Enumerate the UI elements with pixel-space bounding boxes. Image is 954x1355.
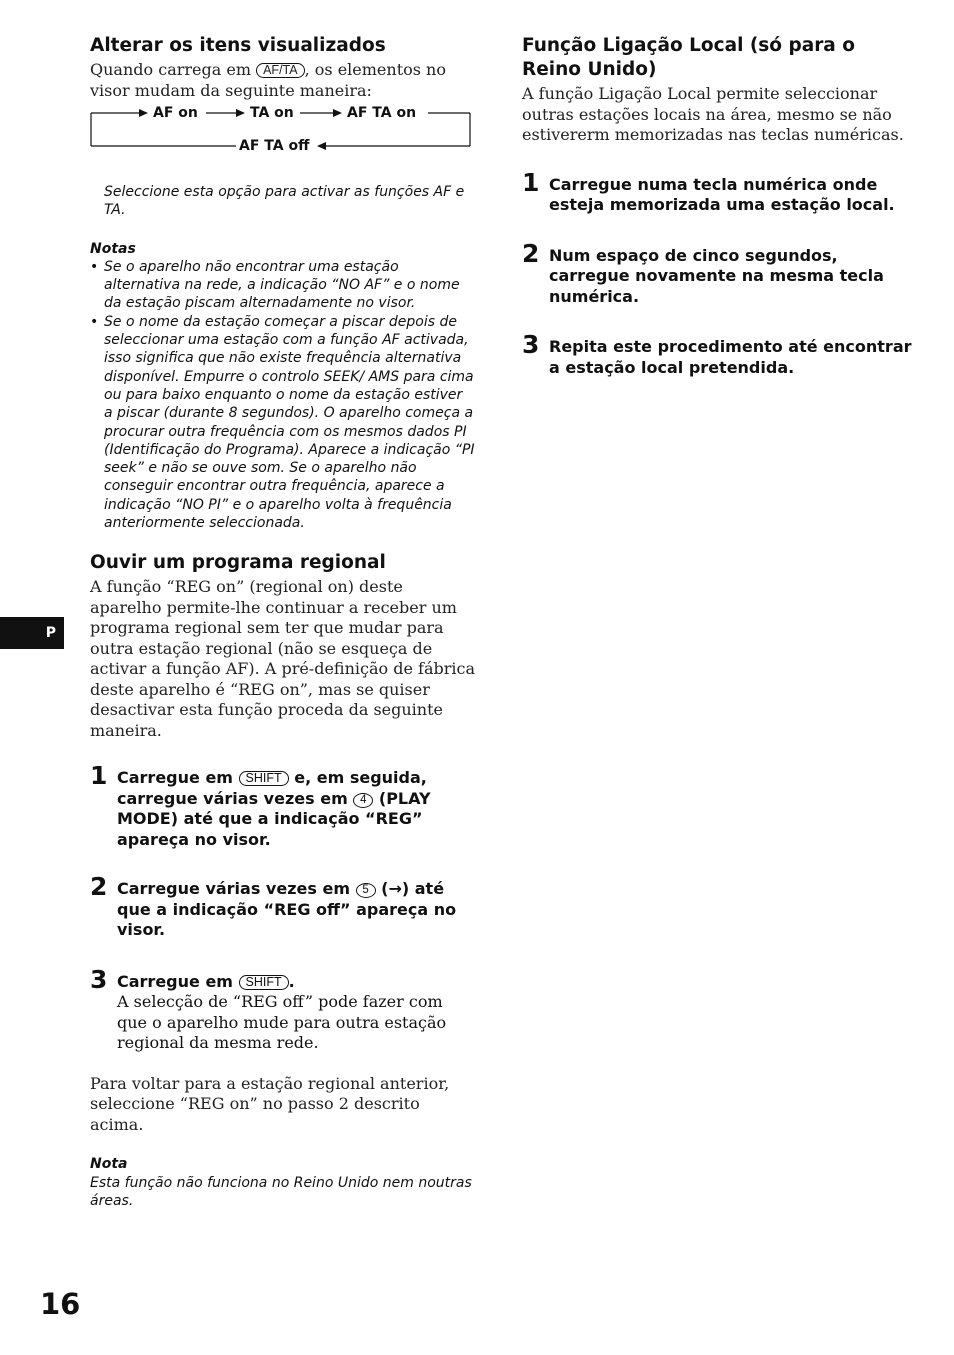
af-ta-cycle-diagram: [90, 105, 472, 155]
step-number: 2: [90, 872, 108, 902]
local-link-step-3: [522, 330, 912, 378]
step-instruction: [117, 972, 475, 993]
step-text-part: .: [288, 971, 295, 991]
arrow-to-af-ta-on: [333, 109, 342, 117]
diagram-ta-on: TA on: [247, 105, 297, 121]
step-text-part: e, em seguida, carregue várias vezes em: [117, 768, 427, 808]
regional-step-1: [90, 761, 475, 850]
arrow-to-af-ta-off: [317, 142, 326, 150]
regional-step-2: [90, 872, 475, 941]
regional-step-3: [90, 964, 475, 1054]
intro-text-after: , os elementos no visor mudam da seguinte maneira:: [90, 60, 446, 100]
step-number: 1: [522, 167, 540, 197]
af-ta-tip: Seleccione esta opção para activar as funções AF e TA.: [104, 184, 465, 219]
local-link-intro: A função Ligação Local permite seleccionar outras estações locais na área, mesmo se não estivererm memorizadas nas teclas numéricas.: [522, 84, 904, 144]
step-number: 2: [522, 238, 540, 268]
step-explanation: A selecção de “REG off” pode fazer com que o aparelho mude para outra estação regional da mesma rede.: [117, 992, 447, 1053]
step-number: 1: [90, 761, 108, 791]
step-text-part: Carregue em: [117, 768, 233, 788]
section-heading-display-items: Alterar os itens visualizados: [90, 35, 386, 56]
notes-title: Notas: [90, 240, 136, 257]
shift-key: SHIFT: [239, 771, 289, 786]
key-5: 5: [356, 883, 376, 898]
intro-text-before: Quando carrega em: [90, 60, 251, 79]
step-instruction: Num espaço de cinco segundos, carregue novamente na mesma tecla numérica.: [549, 245, 884, 306]
regional-outro: Para voltar para a estação regional anterior, seleccione “REG on” no passo 2 descrito acima.: [90, 1073, 450, 1134]
right-column: [522, 34, 912, 378]
step-instruction: Repita este procedimento até encontrar a estação local pretendida.: [549, 337, 912, 377]
af-ta-key: AF/TA: [256, 63, 305, 78]
language-tab: P: [0, 617, 64, 649]
arrow-to-ta-on: [236, 109, 245, 117]
section-heading-local-link: Função Ligação Local (só para o Reino Unido): [522, 35, 855, 80]
diagram-af-ta-off: AF TA off: [236, 138, 312, 154]
regional-intro: A função “REG on” (regional on) deste aparelho permite-lhe continuar a receber um programa regional sem ter que mudar para outra estação regional (não se esqueça de activar a função AF). A pré-definição de fábrica deste aparelho é “REG on”, mas se quiser desactivar esta função proceda da seguinte maneira.: [90, 577, 475, 740]
arrow-to-af-on: [139, 109, 148, 117]
step-instruction: [117, 768, 475, 850]
local-link-step-2: [522, 238, 912, 308]
left-column: [90, 34, 475, 1210]
local-link-step-1: [522, 167, 912, 216]
regional-note: Esta função não funciona no Reino Unido nem noutras áreas.: [90, 1174, 472, 1209]
step-text-part: (PLAY MODE) até que a indicação “REG” apareça no visor.: [117, 788, 431, 849]
step-text-part: Carregue várias vezes em: [117, 879, 350, 899]
note-item: • Se o nome da estação começar a piscar depois de seleccionar uma estação com a função AF activada, isso significa que não existe frequência alternativa disponível. Empurre o controlo SEEK/ AMS para cima ou para baixo enquanto o nome da estação estiver a piscar (durante 8 segundos). O aparelho começa a procurar outra frequência com os mesmos dados PI (Identificação do Programa). Aparece a indicação “PI seek” e não se ouve som. Se o aparelho não conseguir encontrar outra frequência, aparece a indicação “NO PI” e o aparelho volta à frequência anteriormente seleccionada.: [90, 313, 475, 533]
step-number: 3: [90, 964, 108, 994]
diagram-af-ta-on: AF TA on: [344, 105, 419, 121]
display-items-intro: [90, 60, 475, 101]
shift-key: SHIFT: [239, 975, 289, 990]
note-item: • Se o aparelho não encontrar uma estação alternativa na rede, a indicação “NO AF” e o nome da estação piscam alternadamente no visor.: [90, 258, 475, 313]
step-text-part: (→) até que a indicação “REG off” apareça no visor.: [117, 879, 457, 940]
step-text-part: Carregue em: [117, 971, 233, 991]
key-4: 4: [353, 793, 373, 808]
page-number: 16: [40, 1287, 81, 1321]
note-title: Nota: [90, 1156, 128, 1173]
section-heading-regional: Ouvir um programa regional: [90, 552, 386, 574]
step-instruction: [117, 879, 475, 941]
step-instruction: Carregue numa tecla numérica onde esteja memorizada uma estação local.: [549, 174, 895, 214]
step-number: 3: [522, 330, 540, 359]
notes-list: [90, 258, 475, 532]
diagram-af-on: AF on: [150, 105, 201, 121]
